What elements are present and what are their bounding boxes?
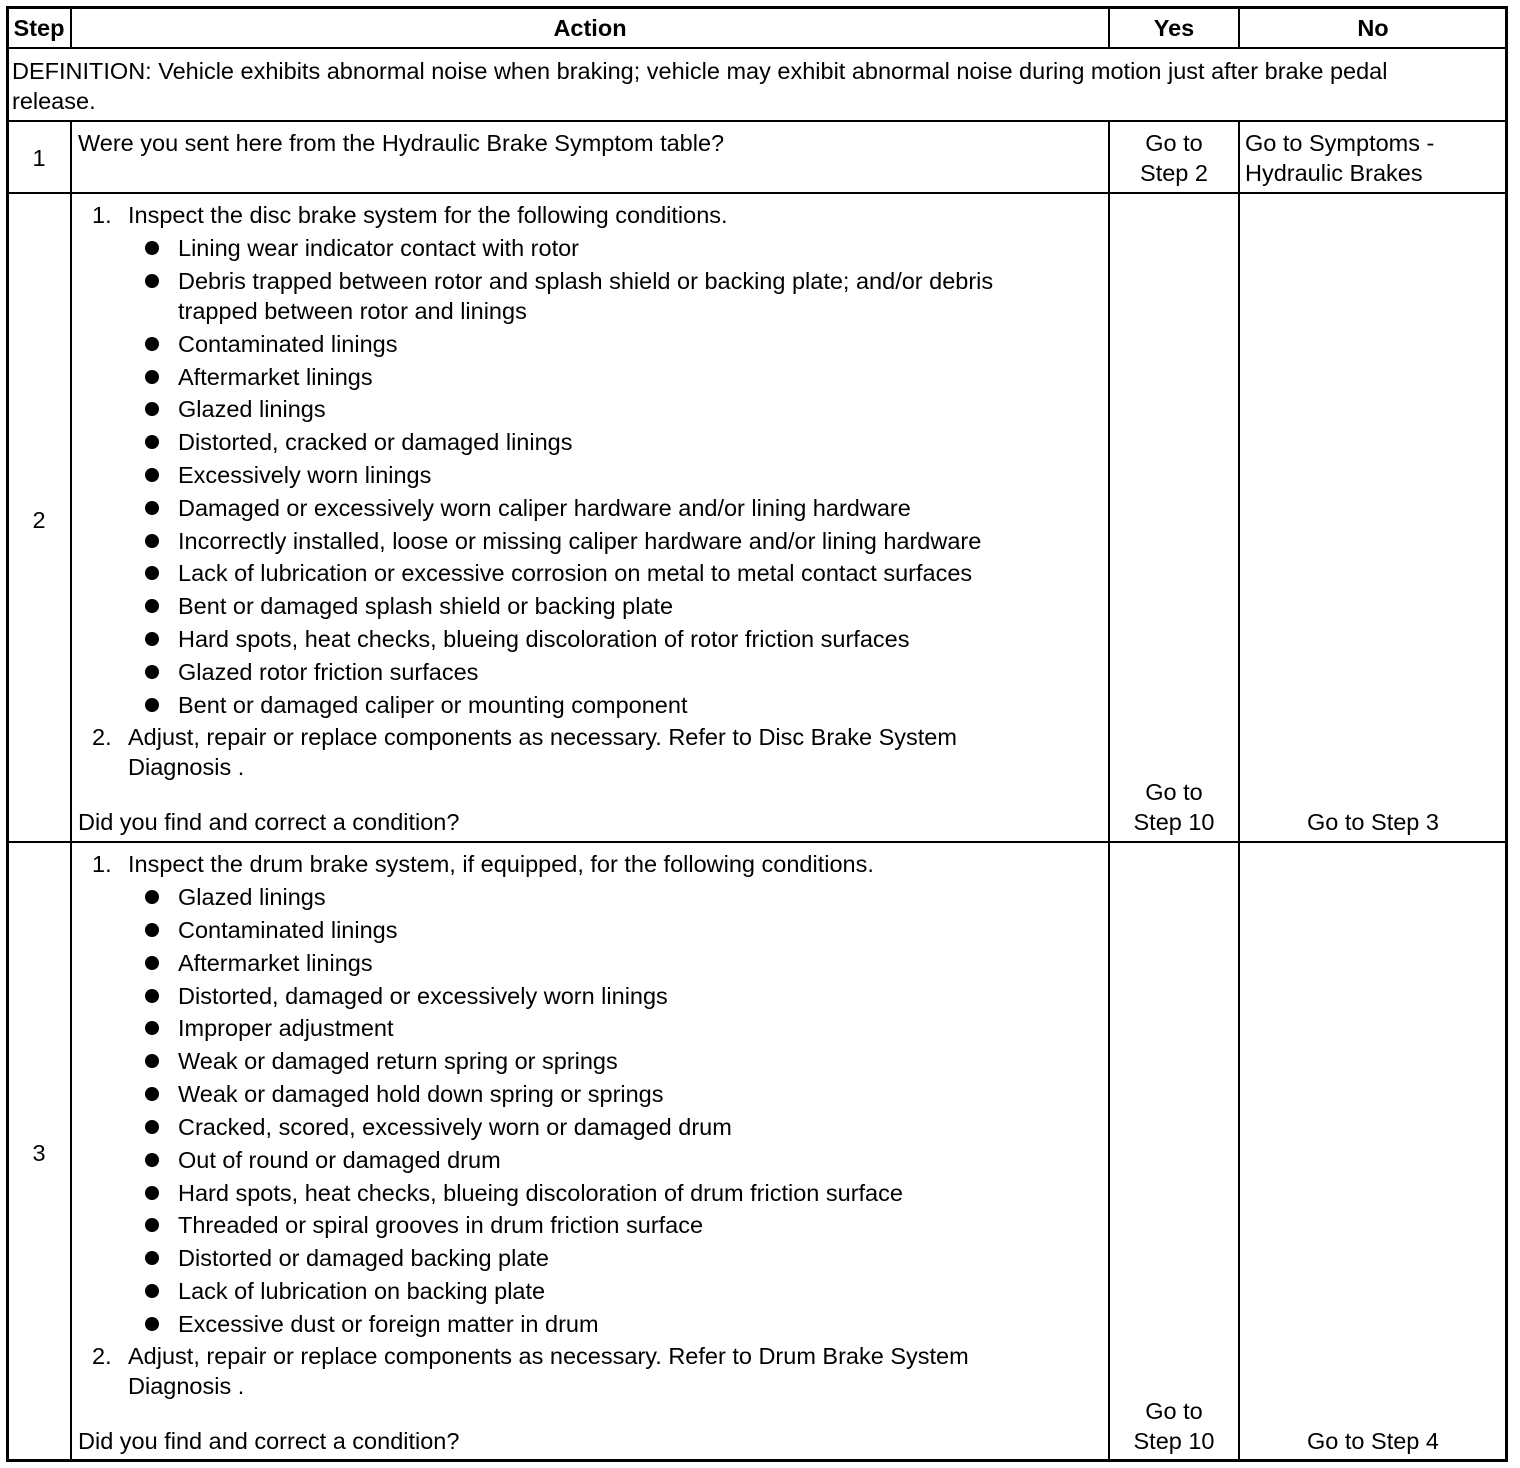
yes-result: Go to [1145,130,1203,156]
bullet-text: Hard spots, heat checks, blueing discoloration of rotor friction surfaces [178,626,910,652]
bullet-icon [145,1087,159,1101]
bullet-icon [145,1317,159,1331]
definition-text: DEFINITION: Vehicle exhibits abnormal noise when braking; vehicle may exhibit abnormal noise during motion just after brake pedal [12,58,1388,84]
yes-result: Go to [1145,779,1203,805]
bullet-icon [145,501,159,515]
bullet-icon [145,534,159,548]
list-number: 2. [92,724,112,750]
list-number: 1. [92,202,112,228]
no-result: Hydraulic Brakes [1245,160,1423,186]
bullet-icon [145,1251,159,1265]
bullet-text: Cracked, scored, excessively worn or damaged drum [178,1114,732,1140]
no-result: Go to Step 3 [1307,809,1439,835]
action-item: Inspect the drum brake system, if equipped, for the following conditions. [128,851,874,877]
bullet-icon [145,599,159,613]
action-item: Adjust, repair or replace components as necessary. Refer to Disc Brake System [128,724,957,750]
list-number: 2. [92,1343,112,1369]
no-result: Go to Step 4 [1307,1428,1439,1454]
header-no: No [1357,15,1389,41]
bullet-text: Excessively worn linings [178,462,432,488]
bullet-text: Contaminated linings [178,331,398,357]
bullet-text: Glazed linings [178,396,326,422]
bullet-text: Excessive dust or foreign matter in drum [178,1311,599,1337]
bullet-icon [145,1284,159,1298]
bullet-icon [145,1186,159,1200]
bullet-text: Damaged or excessively worn caliper hardware and/or lining hardware [178,495,911,521]
list-number: 1. [92,851,112,877]
bullet-icon [145,337,159,351]
definition-text: release. [12,88,96,114]
col-rule-yes [1238,121,1240,1461]
bullet-text: Weak or damaged hold down spring or springs [178,1081,664,1107]
bullet-icon [145,566,159,580]
step-question: Were you sent here from the Hydraulic Brake Symptom table? [78,130,725,156]
bullet-text: Glazed rotor friction surfaces [178,659,479,685]
bullet-icon [145,956,159,970]
bullet-icon [145,1021,159,1035]
action-item: Diagnosis . [128,1373,245,1399]
bullet-text: Distorted or damaged backing plate [178,1245,549,1271]
bullet-icon [145,989,159,1003]
step-number: 3 [32,1140,46,1166]
bullet-text: Distorted, damaged or excessively worn linings [178,983,668,1009]
bullet-icon [145,1218,159,1232]
bullet-text: Lack of lubrication on backing plate [178,1278,546,1304]
step-question: Did you find and correct a condition? [78,809,460,835]
bullet-icon [145,468,159,482]
bullet-icon [145,632,159,646]
bullet-icon [145,698,159,712]
bullet-icon [145,370,159,384]
yes-result: Step 2 [1140,160,1208,186]
bullet-text: Aftermarket linings [178,950,373,976]
bullet-icon [145,890,159,904]
yes-result: Step 10 [1133,1428,1215,1454]
row2-rule [7,841,1507,843]
bullet-icon [145,1054,159,1068]
action-item: Diagnosis . [128,754,245,780]
no-result: Go to Symptoms - [1245,130,1435,156]
bullet-text: Bent or damaged caliper or mounting component [178,692,688,718]
step-question: Did you find and correct a condition? [78,1428,460,1454]
bullet-text: Hard spots, heat checks, blueing discoloration of drum friction surface [178,1180,903,1206]
col-rule-step [70,121,72,1461]
bullet-icon [145,665,159,679]
bullet-text: Distorted, cracked or damaged linings [178,429,573,455]
header-action: Action [553,15,627,41]
bullet-icon [145,274,159,288]
step-number: 1 [32,145,46,171]
bullet-text: Contaminated linings [178,917,398,943]
bullet-text: Debris trapped between rotor and splash shield or backing plate; and/or debris [178,268,994,294]
bullet-icon [145,435,159,449]
bullet-icon [145,241,159,255]
bullet-text: Incorrectly installed, loose or missing caliper hardware and/or lining hardware [178,528,982,554]
bullet-text: Threaded or spiral grooves in drum friction surface [178,1212,704,1238]
header-rule [7,47,1507,49]
bullet-text: Glazed linings [178,884,326,910]
action-item: Inspect the disc brake system for the following conditions. [128,202,728,228]
definition-rule [7,120,1507,122]
bullet-text: Weak or damaged return spring or springs [178,1048,618,1074]
bullet-text: Aftermarket linings [178,364,373,390]
bullet-text: Out of round or damaged drum [178,1147,501,1173]
row1-rule [7,192,1507,194]
bullet-icon [145,923,159,937]
header-step: Step [13,15,65,41]
bullet-text: Lack of lubrication or excessive corrosion on metal to metal contact surfaces [178,560,973,586]
bullet-icon [145,1120,159,1134]
yes-result: Go to [1145,1398,1203,1424]
action-item: Adjust, repair or replace components as necessary. Refer to Drum Brake System [128,1343,969,1369]
bullet-text: Bent or damaged splash shield or backing plate [178,593,674,619]
bullet-icon [145,1153,159,1167]
header-yes: Yes [1153,15,1195,41]
bullet-text: Improper adjustment [178,1015,394,1041]
yes-result: Step 10 [1133,809,1215,835]
bullet-text: trapped between rotor and linings [178,298,527,324]
bullet-text: Lining wear indicator contact with rotor [178,235,580,261]
bullet-icon [145,402,159,416]
step-number: 2 [32,507,46,533]
